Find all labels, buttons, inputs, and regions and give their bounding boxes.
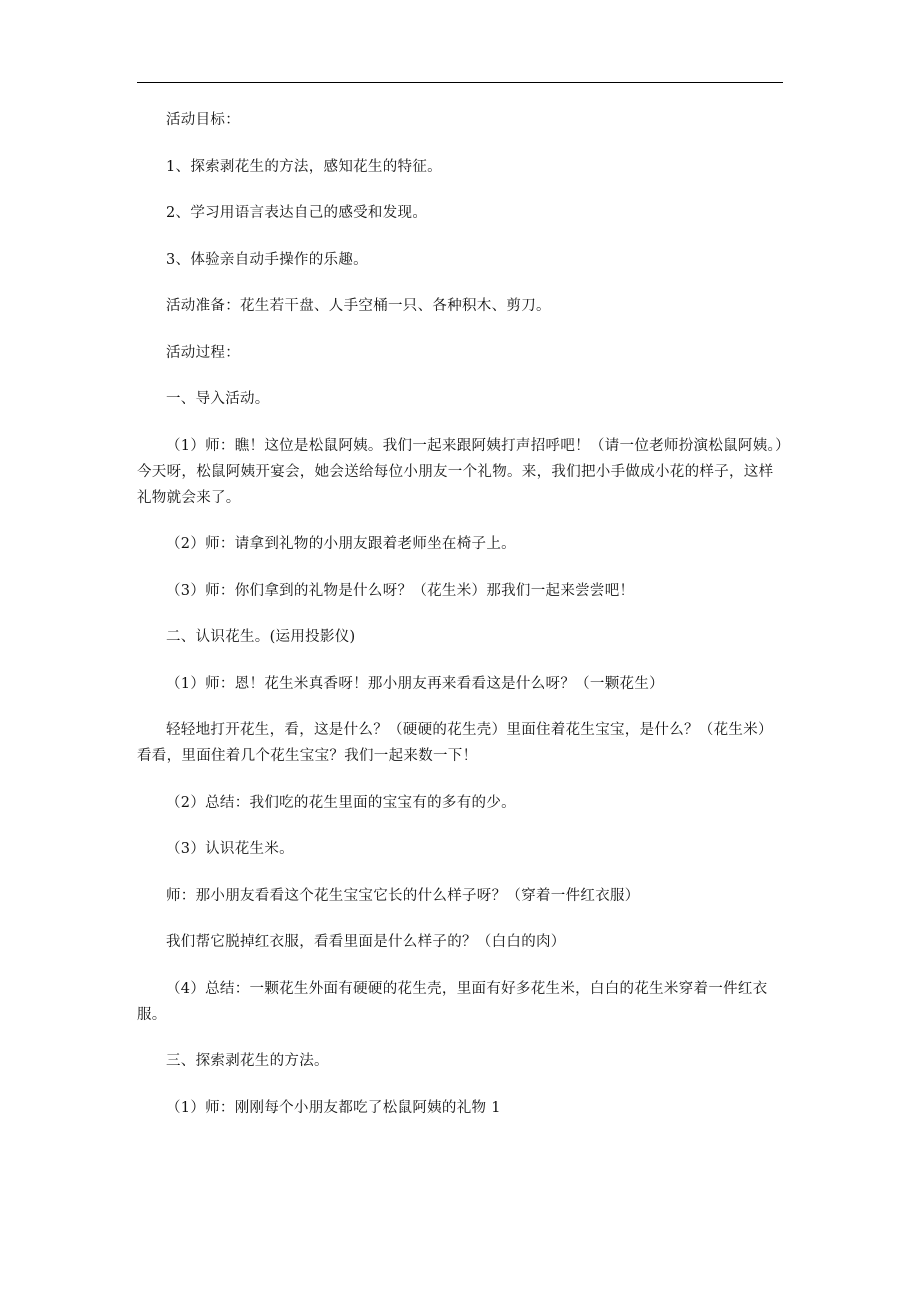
body-paragraph: （1）师：刚刚每个小朋友都吃了松鼠阿姨的礼物 1 [166,1099,501,1116]
body-paragraph: 轻轻地打开花生，看，这是什么？（硬硬的花生壳）里面住着花生宝宝，是什么？（花生米）看看，里面住着几个花生宝宝？我们一起来数一下！ [137,722,773,764]
section-heading-goals: 活动目标： [166,112,240,128]
header-rule [137,82,783,83]
document-body [137,107,783,1121]
body-paragraph: （3）师：你们拿到的礼物是什么呀？（花生米）那我们一起来尝尝吧！ [166,582,635,599]
body-paragraph: （2）师：请拿到礼物的小朋友跟着老师坐在椅子上。 [166,536,516,552]
step-heading: 二、认识花生。(运用投影仪) [166,629,356,645]
goal-item: 2、学习用语言表达自己的感受和发现。 [166,205,428,221]
body-paragraph: （4）总结：一颗花生外面有硬硬的花生壳，里面有好多花生米，白白的花生米穿着一件红衣服。 [137,980,768,1023]
body-paragraph: （3）认识花生米。 [166,841,294,857]
preparation-paragraph: 活动准备：花生若干盘、人手空桶一只、各种积木、剪刀。 [166,298,551,314]
body-paragraph: 我们帮它脱掉红衣服，看看里面是什么样子的？（白白的肉） [166,934,566,950]
body-paragraph: 师：那小朋友看看这个花生宝宝它长的什么样子呀？（穿着一件红衣服） [166,887,640,904]
body-paragraph: （1）师：恩！花生米真香呀！那小朋友再来看看这是什么呀？（一颗花生） [166,675,664,692]
body-paragraph: （2）总结：我们吃的花生里面的宝宝有的多有的少。 [166,794,516,811]
goal-item: 3、体验亲自动手操作的乐趣。 [166,251,368,268]
body-paragraph: （1）师：瞧！这位是松鼠阿姨。我们一起来跟阿姨打声招呼吧！（请一位老师扮演松鼠阿姨。）今天呀，松鼠阿姨开宴会，她会送给每位小朋友一个礼物。来，我们把小手做成小花的样子，这样礼物就会来了。 [137,437,783,506]
step-heading: 一、导入活动。 [166,391,270,407]
section-heading-process: 活动过程： [166,344,240,361]
step-heading: 三、探索剥花生的方法。 [166,1053,329,1069]
goal-item: 1、探索剥花生的方法，感知花生的特征。 [166,158,442,175]
